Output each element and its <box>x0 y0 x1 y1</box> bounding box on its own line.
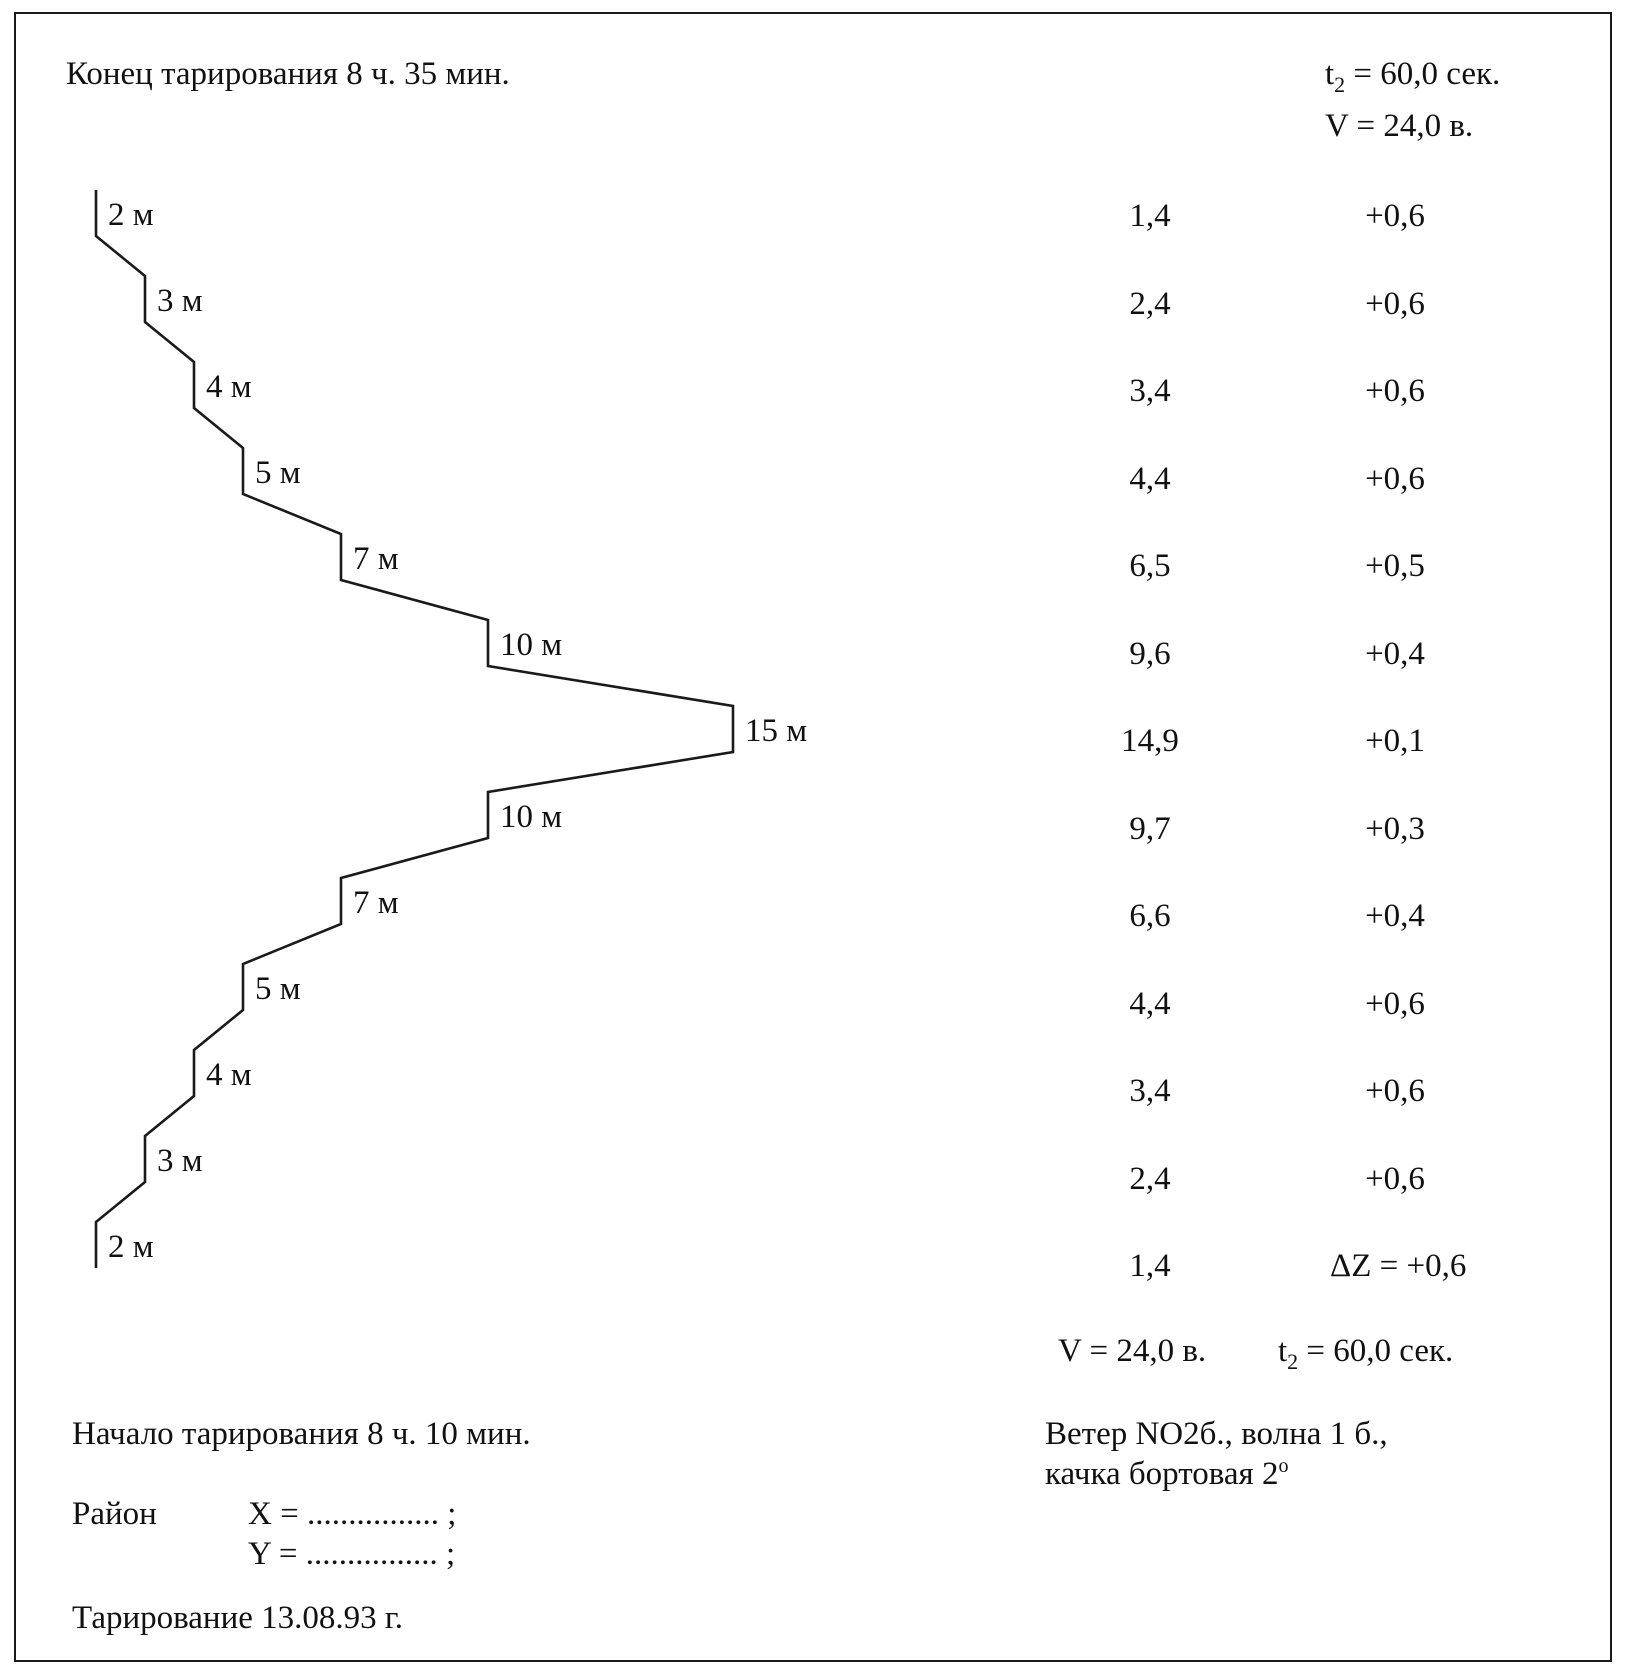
reading-value: 4,4 <box>1129 986 1171 1022</box>
depth-label: 15 м <box>745 713 808 749</box>
profile-line-layer <box>96 190 733 1268</box>
reading-value: 3,4 <box>1129 373 1171 409</box>
reading-correction: +0,6 <box>1365 986 1425 1022</box>
reading-value: 14,9 <box>1121 723 1179 759</box>
reading-value: 2,4 <box>1129 1161 1171 1197</box>
depth-label: 3 м <box>157 1143 203 1179</box>
t2-top-subscript: 2 <box>1334 72 1346 97</box>
t2-bottom-rest: = 60,0 сек. <box>1298 1333 1454 1369</box>
reading-correction: +0,5 <box>1365 548 1425 584</box>
end-time-label: Конец тарирования 8 ч. 35 мин. <box>66 56 510 92</box>
t2-bottom-symbol: t <box>1278 1333 1288 1369</box>
reading-correction: +0,6 <box>1365 286 1425 322</box>
depth-label: 2 м <box>108 197 154 233</box>
reading-correction: +0,6 <box>1365 198 1425 234</box>
depth-label: 5 м <box>255 455 301 491</box>
reading-correction: +0,6 <box>1365 1073 1425 1109</box>
region-label: Район <box>72 1496 157 1532</box>
reading-value: 1,4 <box>1129 198 1171 234</box>
reading-value: 1,4 <box>1129 1248 1171 1284</box>
calibration-date: Тарирование 13.08.93 г. <box>72 1600 403 1636</box>
reading-value: 6,5 <box>1129 548 1171 584</box>
weather-line-1: Ветер NO2б., волна 1 б., <box>1045 1416 1388 1452</box>
reading-value: 6,6 <box>1129 898 1171 934</box>
reading-correction: +0,4 <box>1365 636 1425 672</box>
reading-value: 9,7 <box>1129 811 1171 847</box>
depth-label: 4 м <box>206 369 252 405</box>
reading-correction: +0,6 <box>1365 1161 1425 1197</box>
degree-mark: о <box>1278 1455 1289 1477</box>
profile-label-layer <box>108 197 807 1265</box>
depth-label: 5 м <box>255 971 301 1007</box>
depth-label: 7 м <box>353 885 399 921</box>
depth-label: 10 м <box>500 799 563 835</box>
voltage-bottom: V = 24,0 в. <box>1058 1333 1207 1369</box>
reading-value: 9,6 <box>1129 636 1171 672</box>
reading-correction: +0,6 <box>1365 373 1425 409</box>
start-time-label: Начало тарирования 8 ч. 10 мин. <box>72 1416 531 1452</box>
reading-value: 4,4 <box>1129 461 1171 497</box>
depth-label: 7 м <box>353 541 399 577</box>
weather-line-2-text: качка бортовая 2 <box>1045 1456 1279 1492</box>
t2-bottom-subscript: 2 <box>1287 1349 1299 1374</box>
reading-correction: ΔZ = +0,6 <box>1330 1248 1467 1284</box>
reading-correction: +0,3 <box>1365 811 1425 847</box>
reading-value: 2,4 <box>1129 286 1171 322</box>
depth-label: 3 м <box>157 283 203 319</box>
reading-correction: +0,4 <box>1365 898 1425 934</box>
t2-top-rest: = 60,0 сек. <box>1345 56 1501 92</box>
depth-label: 10 м <box>500 627 563 663</box>
region-x-coordinate: X = ................ ; <box>248 1496 457 1532</box>
region-y-coordinate: Y = ................ ; <box>248 1536 456 1572</box>
reading-correction: +0,6 <box>1365 461 1425 497</box>
depth-label: 2 м <box>108 1229 154 1265</box>
reading-correction: +0,1 <box>1365 723 1425 759</box>
reading-value: 3,4 <box>1129 1073 1171 1109</box>
weather-line-2 <box>1045 1455 1289 1492</box>
voltage-top: V = 24,0 в. <box>1325 108 1474 144</box>
t2-top-symbol: t <box>1325 56 1335 92</box>
depth-label: 4 м <box>206 1057 252 1093</box>
depth-step-line <box>96 190 733 1268</box>
t2-bottom <box>1278 1333 1454 1374</box>
